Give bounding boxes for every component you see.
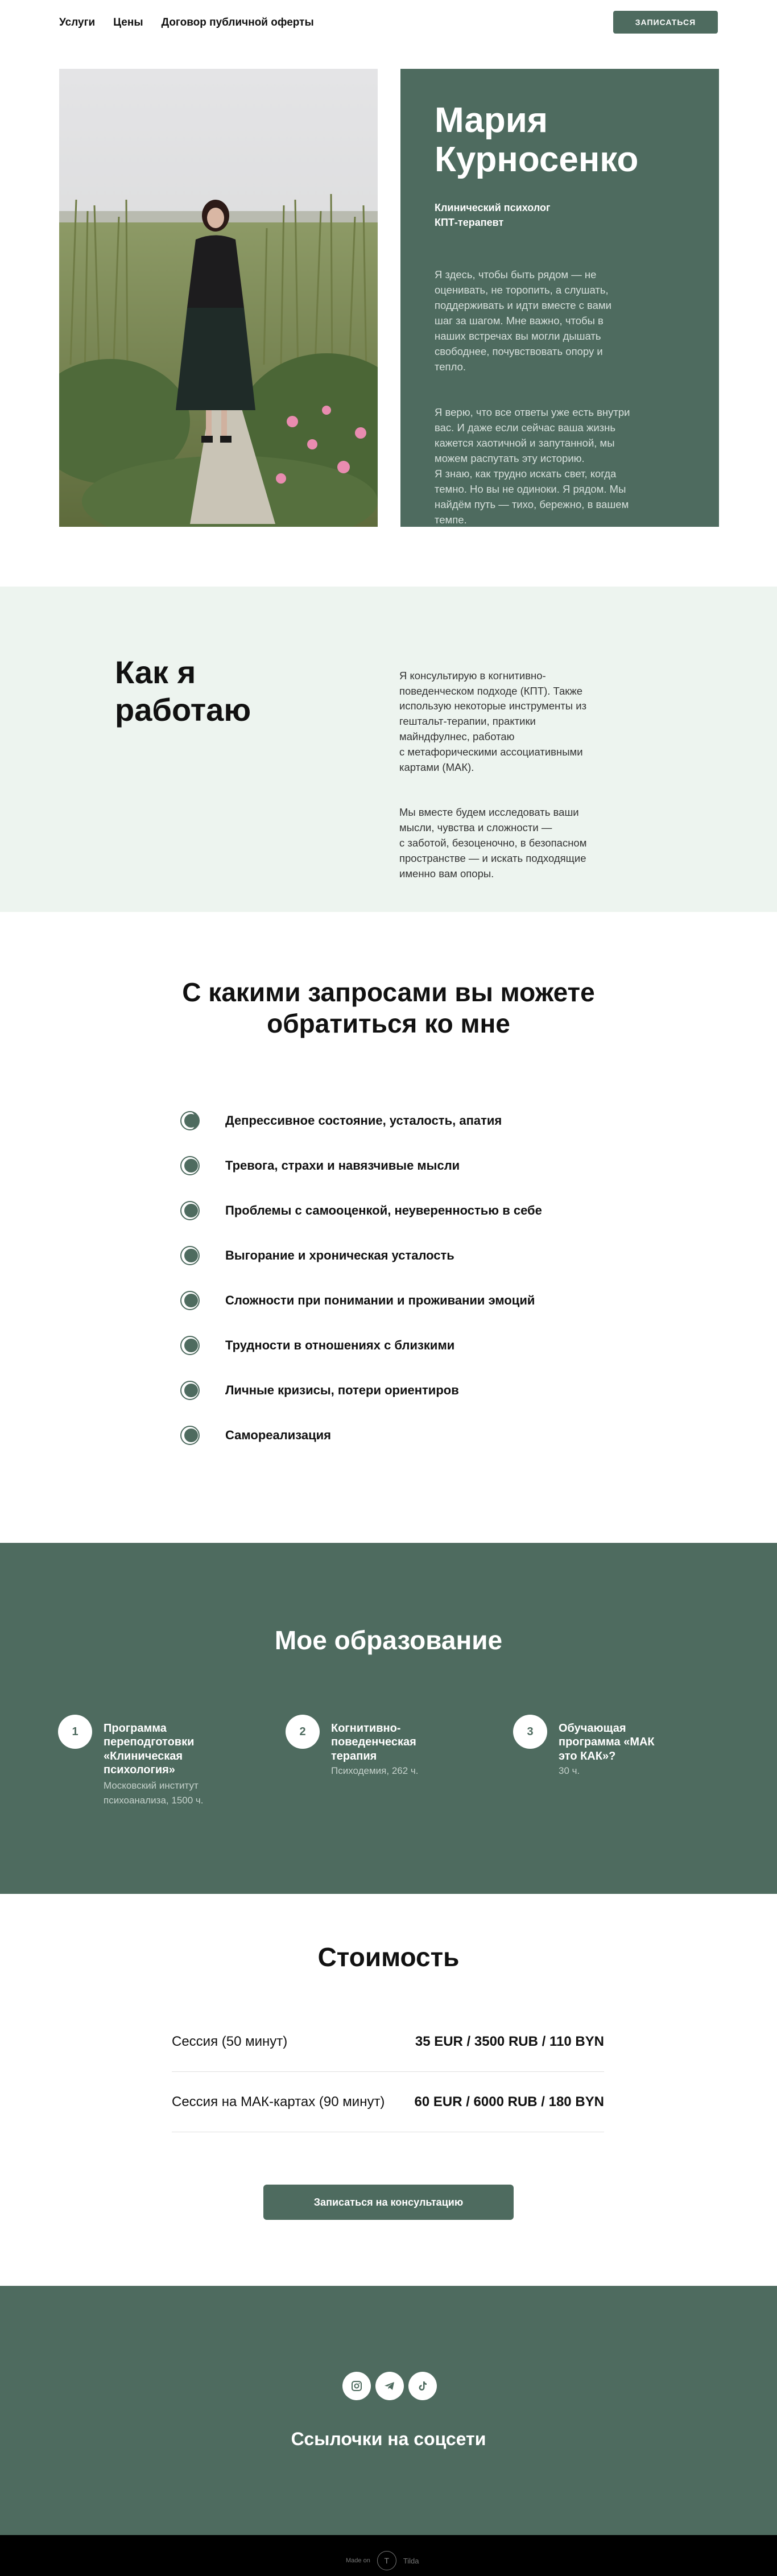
nav-item-prices[interactable]: Цены [113, 16, 143, 28]
list-item-label: Проблемы с самооценкой, неуверенностью в себе [225, 1203, 542, 1217]
education-name: Когнитивно-поведенческая терапия [331, 1722, 416, 1762]
education-name: Программа переподготовки «Клиническая психология» [104, 1722, 195, 1777]
half-moon-icon [180, 1155, 200, 1176]
price-value: 35 EUR / 3500 RUB / 110 BYN [415, 2033, 604, 2049]
education-title: Мое образование [274, 1625, 503, 1655]
education-number: 2 [286, 1715, 320, 1749]
made-on-tilda-link[interactable] [346, 2551, 419, 2570]
nav-item-offer-contract[interactable]: Договор публичной оферты [161, 16, 314, 28]
requests-title: С какими запросами вы можете обратиться ко мне [182, 977, 595, 1039]
header-signup-button[interactable]: ЗАПИСАТЬСЯ [613, 11, 718, 34]
price-table [172, 2012, 604, 2132]
half-moon-icon [180, 1425, 200, 1446]
instagram-icon[interactable] [342, 2372, 371, 2400]
hero-role: Клинический психолог КПТ-терапевт [435, 201, 551, 228]
how-paragraph: Я консультирую в когнитивно- поведенческом подходе (КПТ). Также использую некоторые инструменты из гештальт-терапии, практики майндфулнес, работаю с метафорическими ассоциативными картами (МАК). [399, 669, 587, 773]
half-moon-icon [180, 1200, 200, 1221]
list-item-label: Сложности при понимании и проживании эмоций [225, 1293, 535, 1307]
requests-list [180, 1098, 635, 1458]
book-consultation-button[interactable]: Записаться на консультацию [263, 2185, 514, 2220]
list-item-label: Тревога, страхи и навязчивые мысли [225, 1158, 460, 1173]
price-value: 60 EUR / 6000 RUB / 180 BYN [414, 2094, 604, 2109]
telegram-icon[interactable] [375, 2372, 404, 2400]
main-nav [59, 16, 314, 29]
hero-paragraph: Я верю, что все ответы уже есть внутри вас. И даже если сейчас ваша жизнь кажется хаотичной и запутанной, мы можем распутать эту историю. Я знаю, как трудно искать свет, когда темно. Но вы не одиноки. Я рядом. Мы найдём путь — тихо, бережно, в вашем темпе. [435, 406, 630, 526]
list-item [180, 1143, 635, 1188]
list-item-label: Выгорание и хроническая усталость [225, 1248, 454, 1262]
list-item [180, 1233, 635, 1278]
site-footer [0, 2535, 777, 2576]
education-name: Обучающая программа «МАК это КАК»? [559, 1722, 655, 1762]
price-name: Сессия (50 минут) [172, 2033, 288, 2049]
half-moon-icon [180, 1290, 200, 1311]
hero-name: Мария Курносенко [435, 101, 639, 180]
hero-description [435, 251, 685, 558]
social-icons [342, 2372, 437, 2400]
list-item [180, 1368, 635, 1413]
table-row [172, 2012, 604, 2072]
hero-card [400, 69, 719, 527]
how-i-work-title: Как я работаю [115, 654, 251, 728]
price-name: Сессия на МАК-картах (90 минут) [172, 2094, 385, 2109]
how-i-work-section [0, 587, 777, 912]
half-moon-icon [180, 1111, 200, 1131]
education-number: 3 [513, 1715, 547, 1749]
tiktok-icon[interactable] [408, 2372, 437, 2400]
education-details: Психодемия, 262 ч. [331, 1765, 419, 1776]
list-item [180, 1413, 635, 1458]
hero-paragraph: Я здесь, чтобы быть рядом — не оценивать, не торопить, а слушать, поддерживать и идти вместе с вами шаг за шагом. Мне важно, чтобы в наших встречах вы могли дышать свободнее, почувствовать опору и тепло. [435, 269, 612, 373]
half-moon-icon [180, 1335, 200, 1356]
table-row [172, 2072, 604, 2132]
list-item-label: Личные кризисы, потери ориентиров [225, 1382, 459, 1397]
education-details: Московский институт психоанализа, 1500 ч. [104, 1780, 204, 1806]
half-moon-icon [180, 1380, 200, 1401]
site-header [0, 0, 777, 46]
how-paragraph: Мы вместе будем исследовать ваши мысли, чувства и сложности — с заботой, безоценочно, в безопасном пространстве — и искать подходящие именно вам опоры. [399, 806, 587, 880]
half-moon-icon [180, 1245, 200, 1266]
price-title: Стоимость [317, 1942, 460, 1972]
list-item [180, 1323, 635, 1368]
social-title: Ссылочки на соцсети [291, 2429, 486, 2449]
how-i-work-text [399, 653, 664, 911]
tilda-brand: Tilda [403, 2556, 419, 2565]
tilda-logo-icon: T [377, 2551, 396, 2570]
social-section [0, 2286, 777, 2535]
list-item-label: Трудности в отношениях с близкими [225, 1337, 455, 1352]
education-details: 30 ч. [559, 1765, 580, 1776]
list-item-label: Самореализация [225, 1427, 331, 1442]
list-item [180, 1098, 635, 1143]
list-item-label: Депрессивное состояние, усталость, апатия [225, 1113, 502, 1128]
list-item [180, 1278, 635, 1323]
education-number: 1 [58, 1715, 92, 1749]
list-item [180, 1188, 635, 1233]
made-on-label: Made on [346, 2557, 370, 2564]
hero-photo [59, 69, 378, 527]
education-section [0, 1543, 777, 1894]
nav-item-services[interactable]: Услуги [59, 16, 96, 28]
